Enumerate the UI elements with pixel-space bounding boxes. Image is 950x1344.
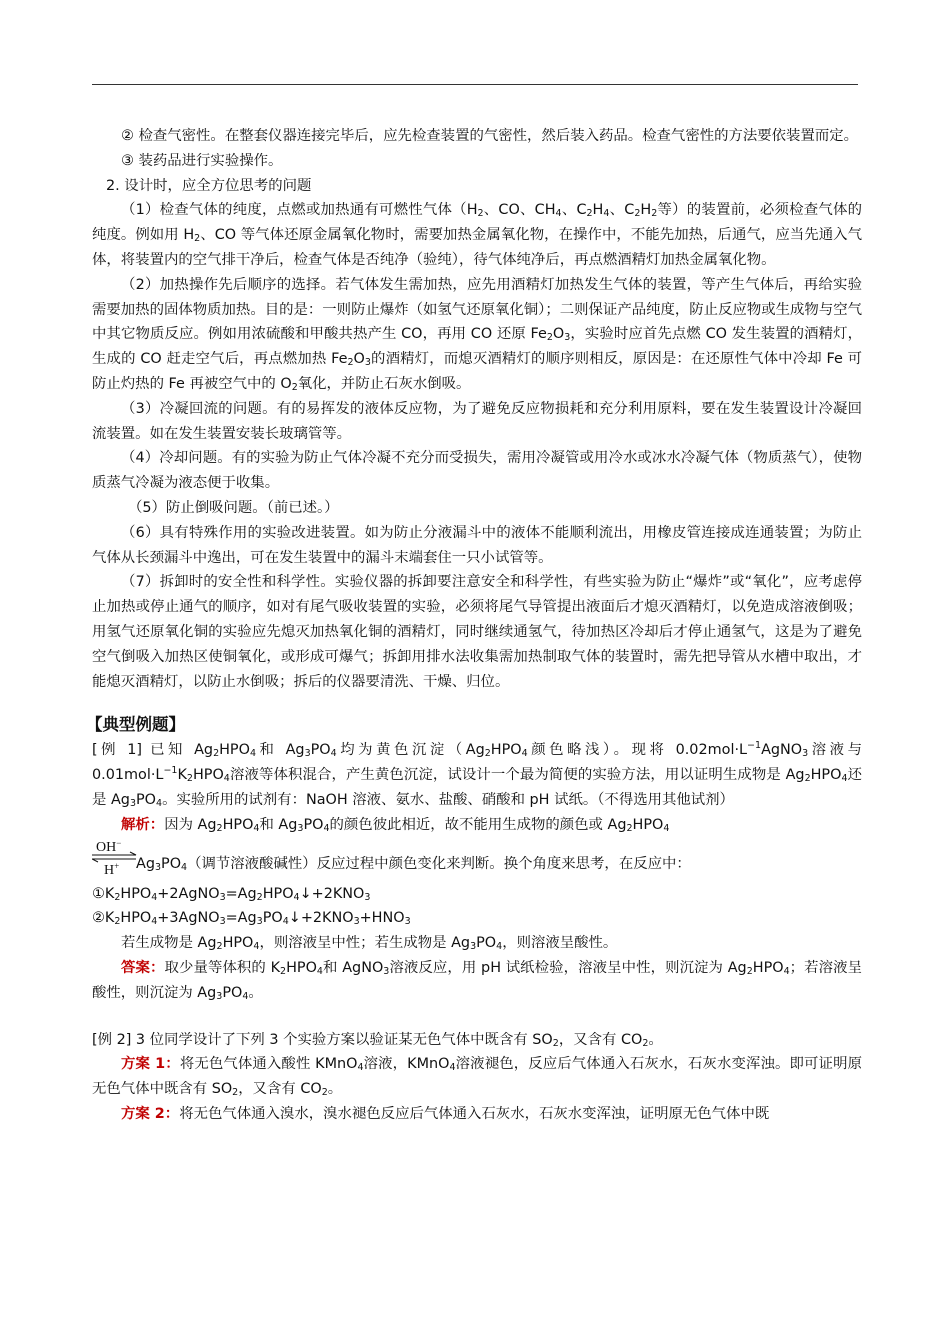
example-2-question: [例 2] 3 位同学设计了下列 3 个实验方案以验证某无色气体中既含有 $SO_2$，又含有 $CO_2$。	[92, 1031, 663, 1049]
paragraph-check-airtightness: ② 检查气密性。在整套仪器连接完毕后，应先检查装置的气密性，然后装入药品。检查气密性的方法要依装置而定。	[121, 128, 859, 144]
example-1-answer: 答案：取少量等体积的 $K_2HPO_4$和 AgNO$_3$溶液反应，用 pH 试纸检验，溶液呈中性，则沉淀为 $Ag_2HPO_4$；若溶液呈酸性，则沉淀为 $Ag_3PO_4$。	[92, 959, 862, 1002]
arrow-bottom-label: H+	[104, 860, 120, 878]
example-1-conclusion: 若生成物是 $Ag_2HPO_4$，则溶液呈中性；若生成物是 $Ag_3PO_4$，则溶液呈酸性。	[121, 935, 618, 953]
example-2-plan-2: 方案 2：将无色气体通入溴水，溴水褪色反应后气体通入石灰水，石灰水变浑浊，证明原无色气体中既	[121, 1105, 770, 1122]
arrow-top-label: OH−	[96, 837, 122, 855]
equation-2: $②K_2HPO_4+3AgNO_3=Ag_3PO_4↓+2KNO_3+HNO_3$	[92, 910, 411, 928]
paragraph-gas-purity: （1）检查气体的纯度，点燃或加热通有可燃性气体（$H_2$、CO、$CH_4$、$C_2H_4$、$C_2H_2$等）的装置前，必须检查气体的纯度。例如用 $H_2$、CO 等气体还原金属氧化物时，需要加热金属氧化物，在操作中，不能先加热，后通气，应当先通入气体，将装置内的空气排干净后，检查气体是否纯净（验纯），待气体纯净后，再点燃酒精灯加热金属氧化物。	[92, 202, 862, 268]
plan-1-label: 方案 1：	[121, 1056, 180, 1073]
answer-label: 答案：	[121, 959, 165, 976]
paragraph-heating-order: （2）加热操作先后顺序的选择。若气体发生需加热，应先用酒精灯加热发生气体的装置，等产生气体后，再给实验需要加热的固体物质加热。目的是：一则防止爆炸（如氢气还原氧化铜）；二则保证产品纯度，防止反应物或生成物与空气中其它物质反应。例如用浓硫酸和甲酸共热产生 CO，再用 CO 还原 $Fe_2O_3$，实验时应首先点燃 CO 发生装置的酒精灯，生成的 CO 赶走空气后，再点燃加热 $Fe_2O_3$的酒精灯，而熄灭酒精灯的顺序则相反，原因是：在还原性气体中冷却 Fe 可防止灼热的 Fe 再被空气中的 $O_2$氧化，并防止石灰水倒吸。	[92, 276, 862, 393]
paragraph-gap	[92, 1006, 862, 1028]
header-rule	[92, 84, 858, 85]
paragraph-disassembly: （7）拆卸时的安全性和科学性。实验仪器的拆卸要注意安全和科学性，有些实验为防止“爆炸”或“氧化”，应考虑停止加热或停止通气的顺序，如对有尾气吸收装置的实验，必须将尾气导管提出液面后才熄灭酒精灯，以免造成溶液倒吸；用氢气还原氧化铜的实验应先熄灭加热氧化铜的酒精灯，同时继续通氢气，待加热区冷却后才停止通氢气，这是为了避免空气倒吸入加热区使铜氧化，或形成可爆气；拆卸用排水法收集需加热制取气体的装置时，需先把导管从水槽中取出，才能熄灭酒精灯，以防止水倒吸；拆后的仪器要清洗、干燥、归位。	[92, 574, 862, 690]
example-1-analysis: 解析：因为 $Ag_2HPO_4$和 $Ag_3PO_4$的颜色彼此相近，故不能用生成物的颜色或 $Ag_2HPO_4$	[121, 816, 670, 834]
plan-2-label: 方案 2：	[121, 1105, 180, 1122]
paragraph-load-reagents: ③ 装药品进行实验操作。	[121, 152, 283, 169]
paragraph-backflow: （5）防止倒吸问题。（前已述。）	[128, 499, 339, 516]
analysis-continuation: $Ag_3PO_4$（调节溶液酸碱性）反应过程中颜色变化来判断。换个角度来思考，在反应中：	[136, 855, 691, 873]
example-2-plan-1: 方案 1：将无色气体通入酸性 KMnO$_4$溶液，KMnO$_4$溶液褪色，反应后气体通入石灰水，石灰水变浑浊。即可证明原无色气体中既含有 $SO_2$，又含有 $CO_2$。	[92, 1056, 862, 1099]
paragraph-reflux: （3）冷凝回流的问题。有的易挥发的液体反应物，为了避免反应物损耗和充分利用原料，要在发生装置设计冷凝回流装置。如在发生装置安装长玻璃管等。	[92, 400, 862, 442]
example-1-question: [例 1] 已知 $Ag_2HPO_4$和 $Ag_3PO_4$均为黄色沉淀（$Ag_2HPO_4$颜色略浅）。现将 $0.02mol\cdot L^{-1}AgNO_3$溶液与 $0.01mol\cdot L^{-1}K_2HPO_4$溶液等体积混合，产生黄色沉淀，试设计一个最为简便的实验方法，用以证明生成物是 $Ag_2HPO_4$还是 $Ag_3PO_4$。实验所用的试剂有：NaOH 溶液、氨水、盐酸、硝酸和 pH 试纸。（不得选用其他试剂）	[92, 740, 862, 809]
analysis-label: 解析：	[121, 816, 165, 833]
section-heading-examples: 【典型例题】	[86, 715, 185, 735]
paragraph-special-devices: （6）具有特殊作用的实验改进装置。如为防止分液漏斗中的液体不能顺利流出，用橡皮管连接成连通装置；为防止气体从长颈漏斗中逸出，可在发生装置中的漏斗末端套住一只小试管等。	[92, 524, 862, 566]
equilibrium-arrow-row	[92, 838, 862, 882]
paragraph-cooling: （4）冷却问题。有的实验为防止气体冷凝不充分而受损失，需用冷凝管或用冷水或冰水冷凝气体（物质蒸气），使物质蒸气冷凝为液态便于收集。	[92, 450, 862, 492]
equation-1: $①K_2HPO_4+2AgNO_3=Ag_2HPO_4↓+2KNO_3$	[92, 885, 371, 903]
document-body	[86, 124, 862, 1127]
section-title-design: 2. 设计时，应全方位思考的问题	[106, 177, 312, 194]
equilibrium-arrow-icon	[92, 838, 140, 882]
